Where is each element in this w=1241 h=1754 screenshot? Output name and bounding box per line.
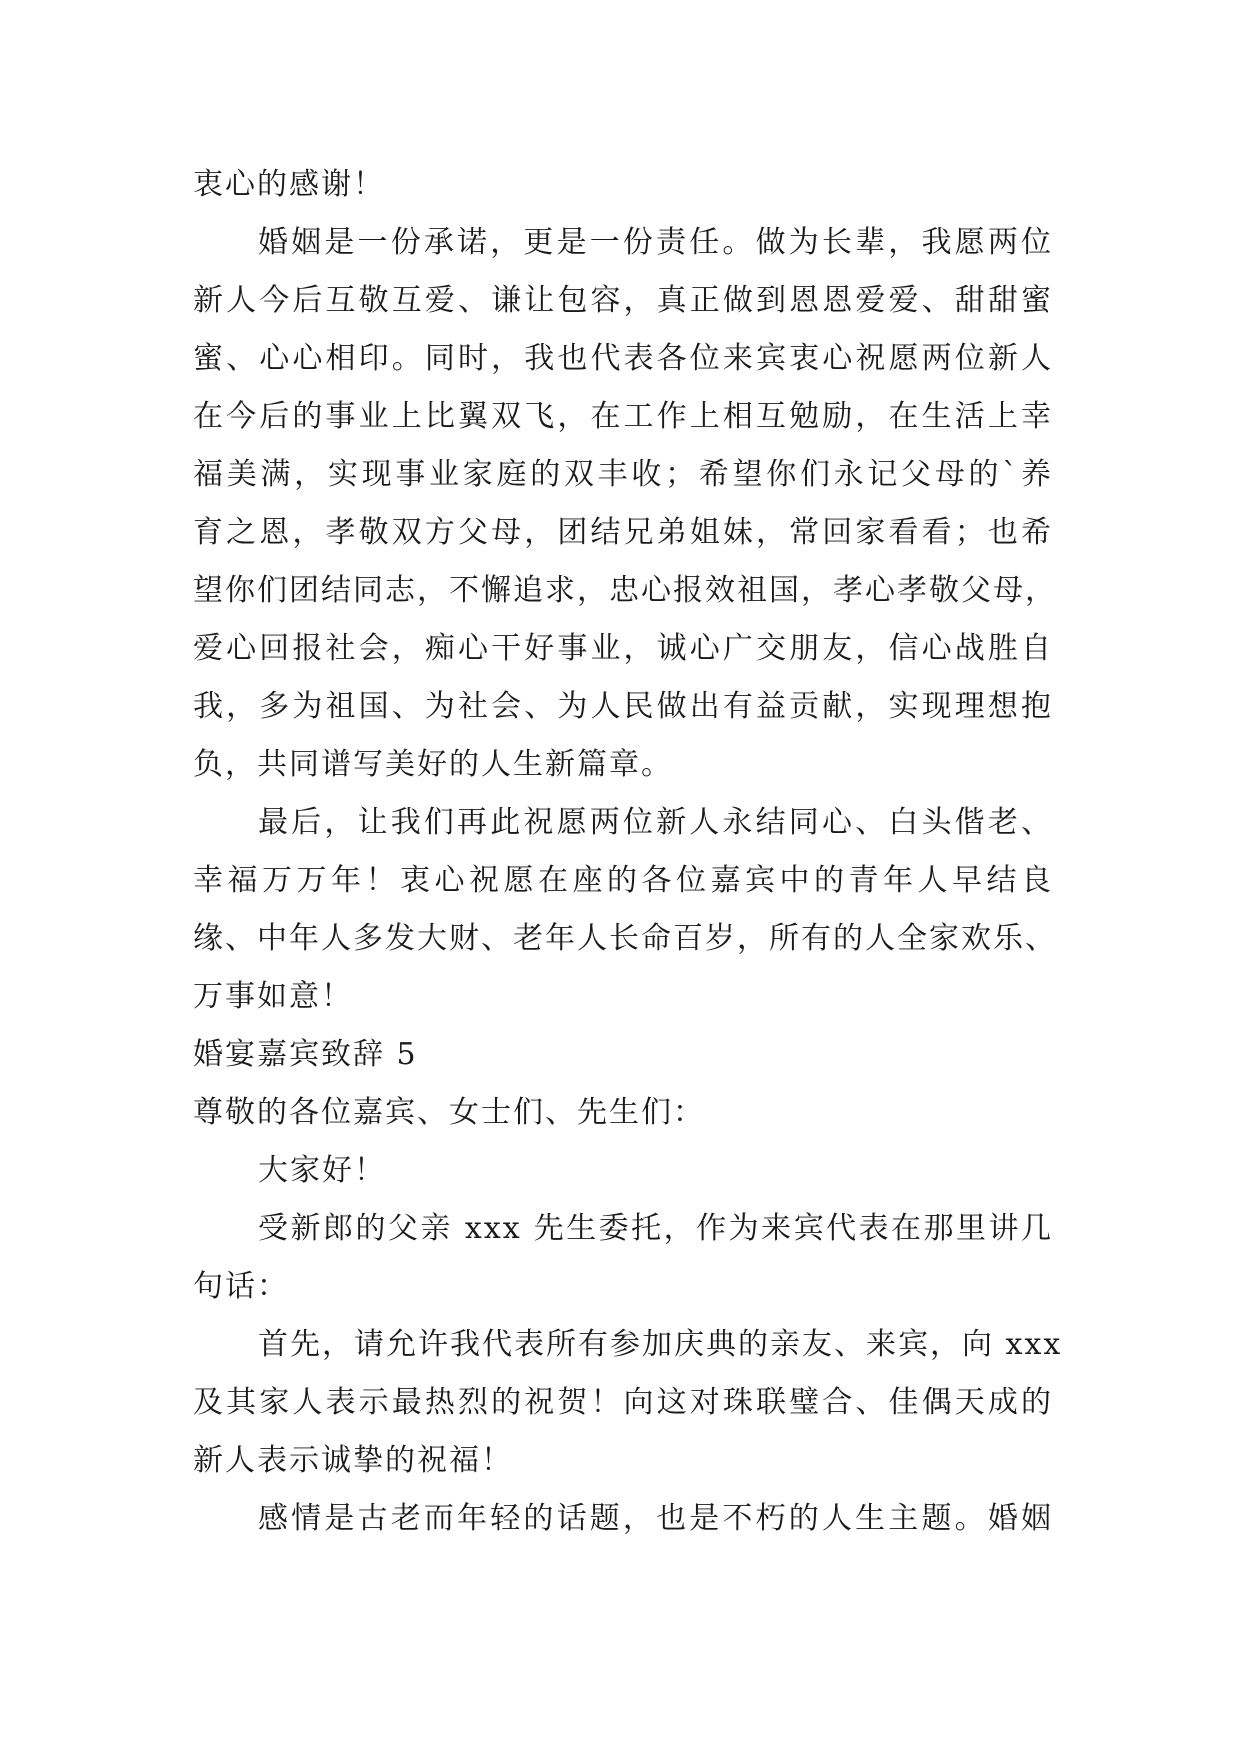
paragraph-first-line: 最后，让我们再此祝愿两位新人永结同心、白头偕老、: [258, 805, 1053, 840]
text-line: 我，多为祖国、为社会、为人民做出有益贡献，实现理想抱: [193, 689, 1053, 724]
text-line: 幸福万万年！衷心祝愿在座的各位嘉宾中的青年人早结良: [193, 863, 1053, 898]
text-line: 新人表示诚挚的祝福！: [193, 1443, 513, 1478]
text-line: 衷心的感谢！: [193, 167, 385, 202]
salutation: 尊敬的各位嘉宾、女士们、先生们：: [193, 1095, 705, 1130]
section-heading: 婚宴嘉宾致辞 5: [193, 1037, 418, 1072]
paragraph-first-line: 感情是古老而年轻的话题，也是不朽的人生主题。婚姻: [258, 1501, 1053, 1536]
text-line: 新人今后互敬互爱、谦让包容，真正做到恩恩爱爱、甜甜蜜: [193, 283, 1053, 318]
text-line: 万事如意！: [193, 979, 353, 1014]
text-line: 蜜、心心相印。同时，我也代表各位来宾衷心祝愿两位新人: [193, 341, 1053, 376]
text-line: 句话：: [193, 1269, 289, 1304]
text-line: 负，共同谱写美好的人生新篇章。: [193, 747, 673, 782]
text-line: 福美满，实现事业家庭的双丰收；希望你们永记父母的`养: [193, 457, 1053, 492]
paragraph-first-line: 首先，请允许我代表所有参加庆典的亲友、来宾，向 xxx: [258, 1327, 1063, 1362]
text-line: 缘、中年人多发大财、老年人长命百岁，所有的人全家欢乐、: [193, 921, 1057, 956]
greeting: 大家好！: [258, 1153, 386, 1188]
text-line: 及其家人表示最热烈的祝贺！向这对珠联璧合、佳偶天成的: [193, 1385, 1053, 1420]
text-line: 爱心回报社会，痴心干好事业，诚心广交朋友，信心战胜自: [193, 631, 1053, 666]
paragraph-first-line: 婚姻是一份承诺，更是一份责任。做为长辈，我愿两位: [258, 225, 1053, 260]
paragraph-first-line: 受新郎的父亲 xxx 先生委托，作为来宾代表在那里讲几: [258, 1211, 1053, 1246]
text-line: 望你们团结同志，不懈追求，忠心报效祖国，孝心孝敬父母，: [193, 573, 1057, 608]
text-line: 育之恩，孝敬双方父母，团结兄弟姐妹，常回家看看；也希: [193, 515, 1053, 550]
text-line: 在今后的事业上比翼双飞，在工作上相互勉励，在生活上幸: [193, 399, 1053, 434]
